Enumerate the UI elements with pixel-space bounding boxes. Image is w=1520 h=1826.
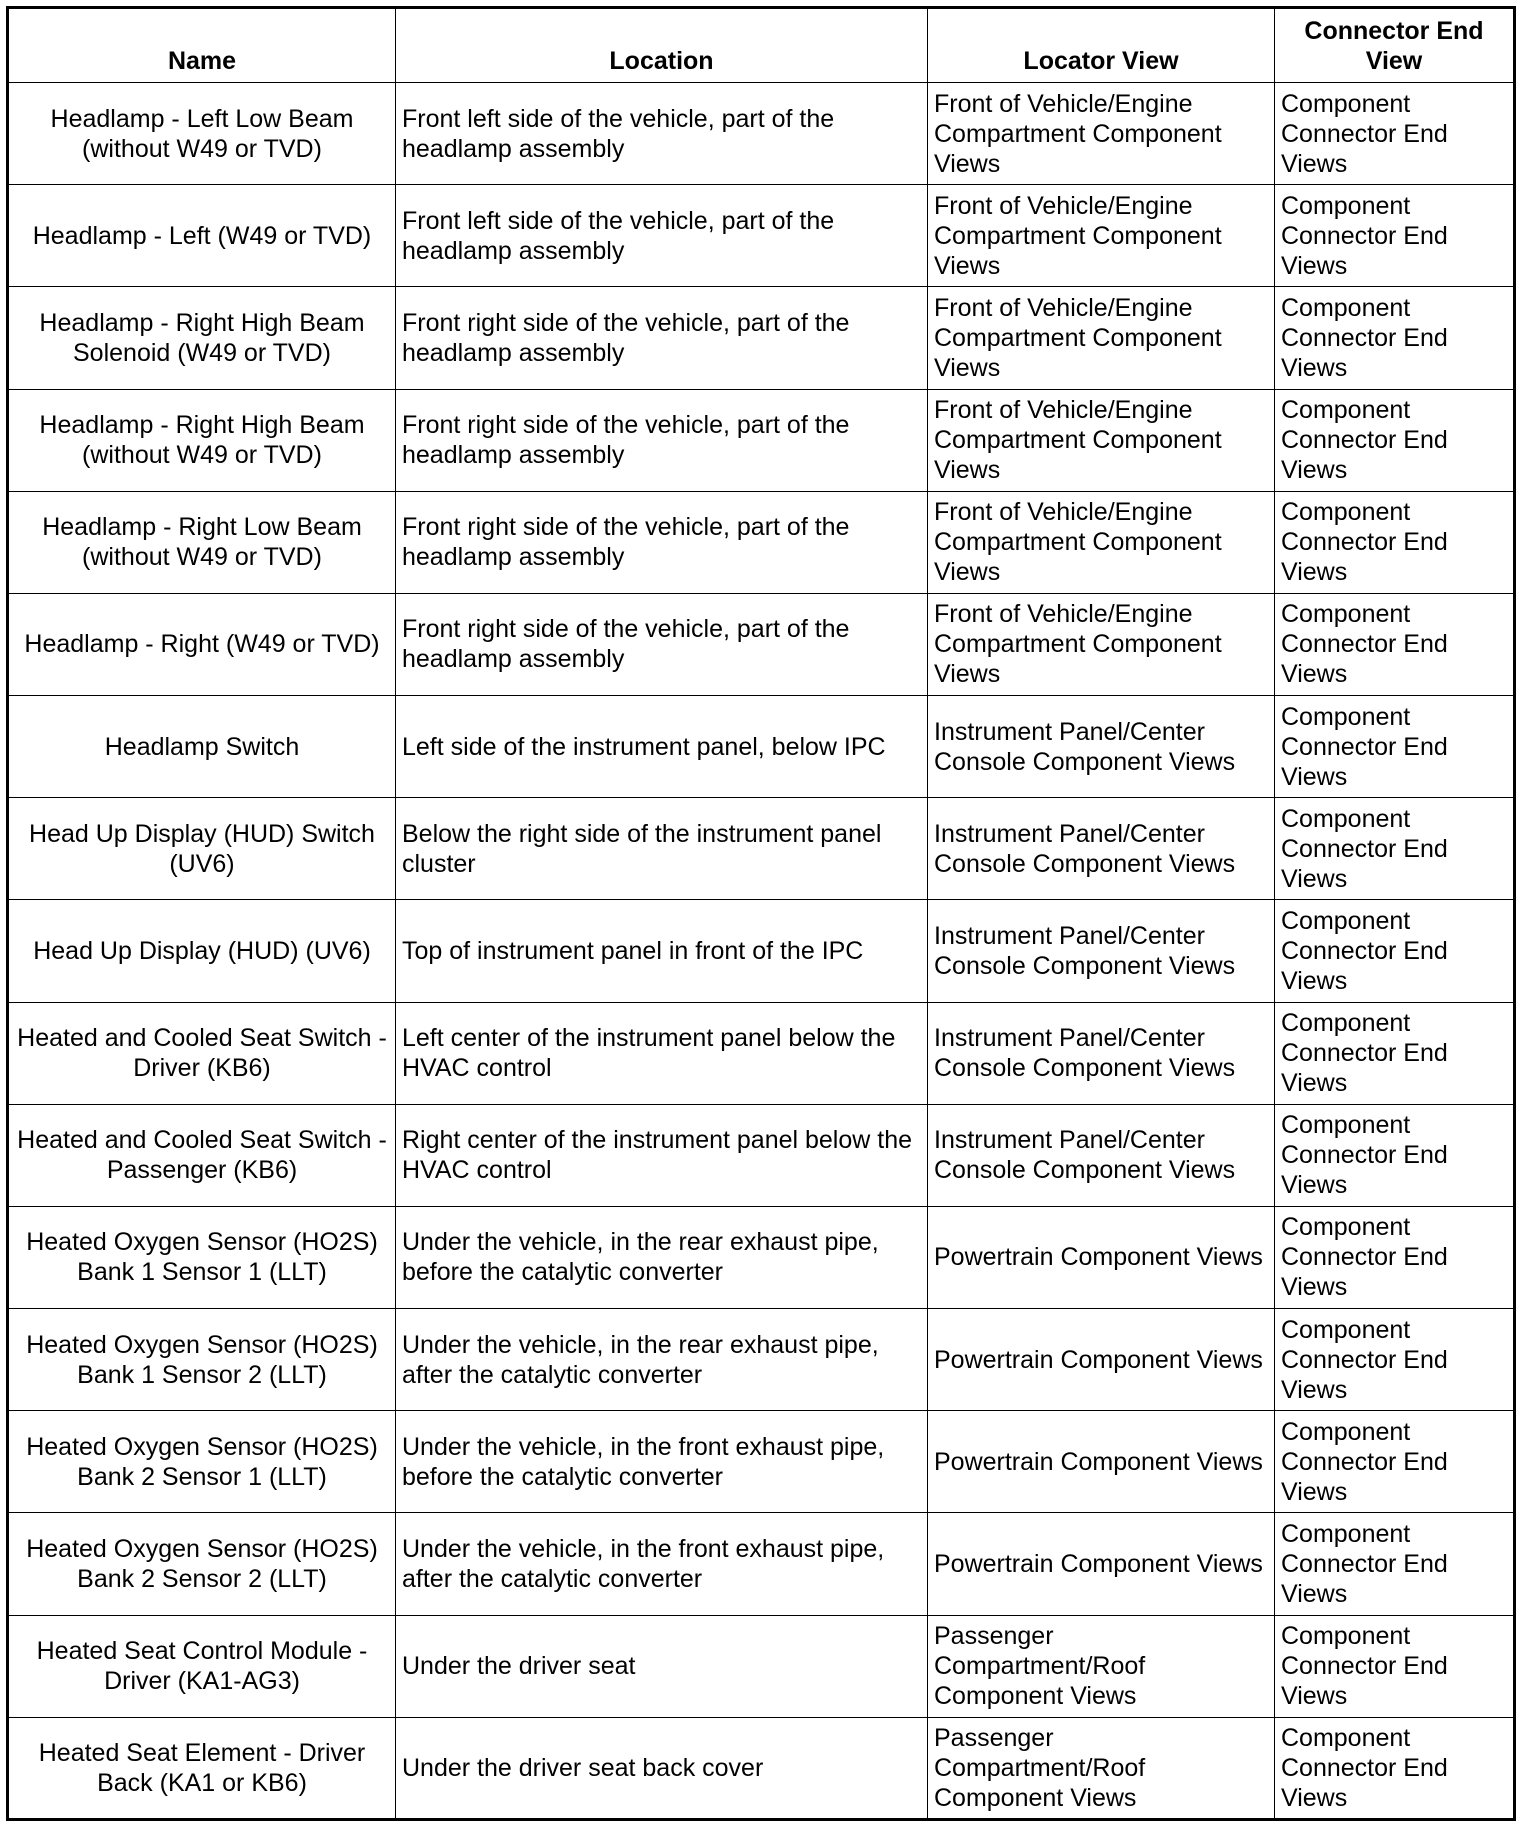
cell-locator-view: Powertrain Component Views: [928, 1309, 1275, 1411]
table-row: [8, 287, 1515, 389]
table-row: [8, 185, 1515, 287]
cell-location: Front right side of the vehicle, part of the headlamp assembly: [396, 389, 928, 491]
cell-locator-view: Front of Vehicle/Engine Compartment Component Views: [928, 593, 1275, 695]
cell-connector-end-view: Component Connector End Views: [1275, 1309, 1515, 1411]
header-location: Location: [396, 8, 928, 83]
header-row: [8, 8, 1515, 83]
cell-name: Heated Oxygen Sensor (HO2S) Bank 1 Sensor 2 (LLT): [8, 1309, 396, 1411]
cell-name: Heated Seat Control Module - Driver (KA1-AG3): [8, 1615, 396, 1717]
table-row: [8, 1615, 1515, 1717]
cell-location: Front left side of the vehicle, part of the headlamp assembly: [396, 185, 928, 287]
cell-locator-view: Front of Vehicle/Engine Compartment Component Views: [928, 389, 1275, 491]
cell-connector-end-view: Component Connector End Views: [1275, 1002, 1515, 1104]
table-row: [8, 1411, 1515, 1513]
cell-locator-view: Front of Vehicle/Engine Compartment Component Views: [928, 83, 1275, 185]
table-row: [8, 83, 1515, 185]
table-row: [8, 900, 1515, 1002]
table-row: [8, 798, 1515, 900]
cell-locator-view: Instrument Panel/Center Console Component Views: [928, 696, 1275, 798]
cell-name: Heated Oxygen Sensor (HO2S) Bank 1 Sensor 1 (LLT): [8, 1206, 396, 1308]
cell-location: Top of instrument panel in front of the IPC: [396, 900, 928, 1002]
cell-location: Left center of the instrument panel below the HVAC control: [396, 1002, 928, 1104]
cell-locator-view: Instrument Panel/Center Console Component Views: [928, 1104, 1275, 1206]
cell-connector-end-view: Component Connector End Views: [1275, 593, 1515, 695]
cell-name: Heated Oxygen Sensor (HO2S) Bank 2 Sensor 1 (LLT): [8, 1411, 396, 1513]
cell-connector-end-view: Component Connector End Views: [1275, 185, 1515, 287]
cell-locator-view: Instrument Panel/Center Console Component Views: [928, 900, 1275, 1002]
table-row: [8, 1002, 1515, 1104]
cell-location: Left side of the instrument panel, below IPC: [396, 696, 928, 798]
cell-name: Headlamp - Right High Beam (without W49 or TVD): [8, 389, 396, 491]
table-row: [8, 389, 1515, 491]
cell-name: Headlamp - Left Low Beam (without W49 or TVD): [8, 83, 396, 185]
table-row: [8, 1513, 1515, 1615]
table-row: [8, 1206, 1515, 1308]
cell-connector-end-view: Component Connector End Views: [1275, 287, 1515, 389]
cell-connector-end-view: Component Connector End Views: [1275, 491, 1515, 593]
cell-name: Head Up Display (HUD) (UV6): [8, 900, 396, 1002]
cell-location: Under the vehicle, in the front exhaust pipe, before the catalytic converter: [396, 1411, 928, 1513]
cell-connector-end-view: Component Connector End Views: [1275, 900, 1515, 1002]
cell-connector-end-view: Component Connector End Views: [1275, 1104, 1515, 1206]
cell-location: Under the vehicle, in the rear exhaust pipe, before the catalytic converter: [396, 1206, 928, 1308]
cell-locator-view: Passenger Compartment/Roof Component Views: [928, 1615, 1275, 1717]
cell-connector-end-view: Component Connector End Views: [1275, 1411, 1515, 1513]
cell-name: Headlamp - Left (W49 or TVD): [8, 185, 396, 287]
cell-location: Front left side of the vehicle, part of the headlamp assembly: [396, 83, 928, 185]
cell-connector-end-view: Component Connector End Views: [1275, 1206, 1515, 1308]
cell-location: Front right side of the vehicle, part of the headlamp assembly: [396, 287, 928, 389]
cell-name: Headlamp - Right Low Beam (without W49 or TVD): [8, 491, 396, 593]
header-connector-end-view: Connector End View: [1275, 8, 1515, 83]
header-locator-view: Locator View: [928, 8, 1275, 83]
table-row: [8, 593, 1515, 695]
table-row: [8, 1717, 1515, 1819]
cell-location: Under the driver seat back cover: [396, 1717, 928, 1819]
cell-locator-view: Front of Vehicle/Engine Compartment Component Views: [928, 491, 1275, 593]
cell-name: Heated and Cooled Seat Switch - Passenger (KB6): [8, 1104, 396, 1206]
cell-name: Headlamp Switch: [8, 696, 396, 798]
cell-name: Headlamp - Right High Beam Solenoid (W49 or TVD): [8, 287, 396, 389]
table-row: [8, 1309, 1515, 1411]
cell-locator-view: Instrument Panel/Center Console Component Views: [928, 798, 1275, 900]
cell-locator-view: Passenger Compartment/Roof Component Views: [928, 1717, 1275, 1819]
component-locator-table: [6, 6, 1516, 1821]
table-row: [8, 491, 1515, 593]
cell-location: Below the right side of the instrument panel cluster: [396, 798, 928, 900]
cell-locator-view: Powertrain Component Views: [928, 1206, 1275, 1308]
cell-location: Under the driver seat: [396, 1615, 928, 1717]
cell-connector-end-view: Component Connector End Views: [1275, 1513, 1515, 1615]
cell-name: Heated and Cooled Seat Switch - Driver (KB6): [8, 1002, 396, 1104]
table-row: [8, 696, 1515, 798]
cell-name: Heated Seat Element - Driver Back (KA1 or KB6): [8, 1717, 396, 1819]
cell-connector-end-view: Component Connector End Views: [1275, 389, 1515, 491]
cell-name: Headlamp - Right (W49 or TVD): [8, 593, 396, 695]
cell-connector-end-view: Component Connector End Views: [1275, 798, 1515, 900]
table-body: [8, 83, 1515, 1820]
cell-location: Front right side of the vehicle, part of the headlamp assembly: [396, 593, 928, 695]
cell-location: Under the vehicle, in the rear exhaust pipe, after the catalytic converter: [396, 1309, 928, 1411]
cell-locator-view: Front of Vehicle/Engine Compartment Component Views: [928, 185, 1275, 287]
cell-locator-view: Front of Vehicle/Engine Compartment Component Views: [928, 287, 1275, 389]
cell-connector-end-view: Component Connector End Views: [1275, 1615, 1515, 1717]
cell-connector-end-view: Component Connector End Views: [1275, 83, 1515, 185]
cell-location: Under the vehicle, in the front exhaust pipe, after the catalytic converter: [396, 1513, 928, 1615]
cell-name: Head Up Display (HUD) Switch (UV6): [8, 798, 396, 900]
cell-location: Front right side of the vehicle, part of the headlamp assembly: [396, 491, 928, 593]
cell-locator-view: Powertrain Component Views: [928, 1411, 1275, 1513]
cell-connector-end-view: Component Connector End Views: [1275, 696, 1515, 798]
cell-locator-view: Instrument Panel/Center Console Component Views: [928, 1002, 1275, 1104]
table-row: [8, 1104, 1515, 1206]
header-name: Name: [8, 8, 396, 83]
cell-location: Right center of the instrument panel below the HVAC control: [396, 1104, 928, 1206]
cell-connector-end-view: Component Connector End Views: [1275, 1717, 1515, 1819]
cell-name: Heated Oxygen Sensor (HO2S) Bank 2 Sensor 2 (LLT): [8, 1513, 396, 1615]
cell-locator-view: Powertrain Component Views: [928, 1513, 1275, 1615]
